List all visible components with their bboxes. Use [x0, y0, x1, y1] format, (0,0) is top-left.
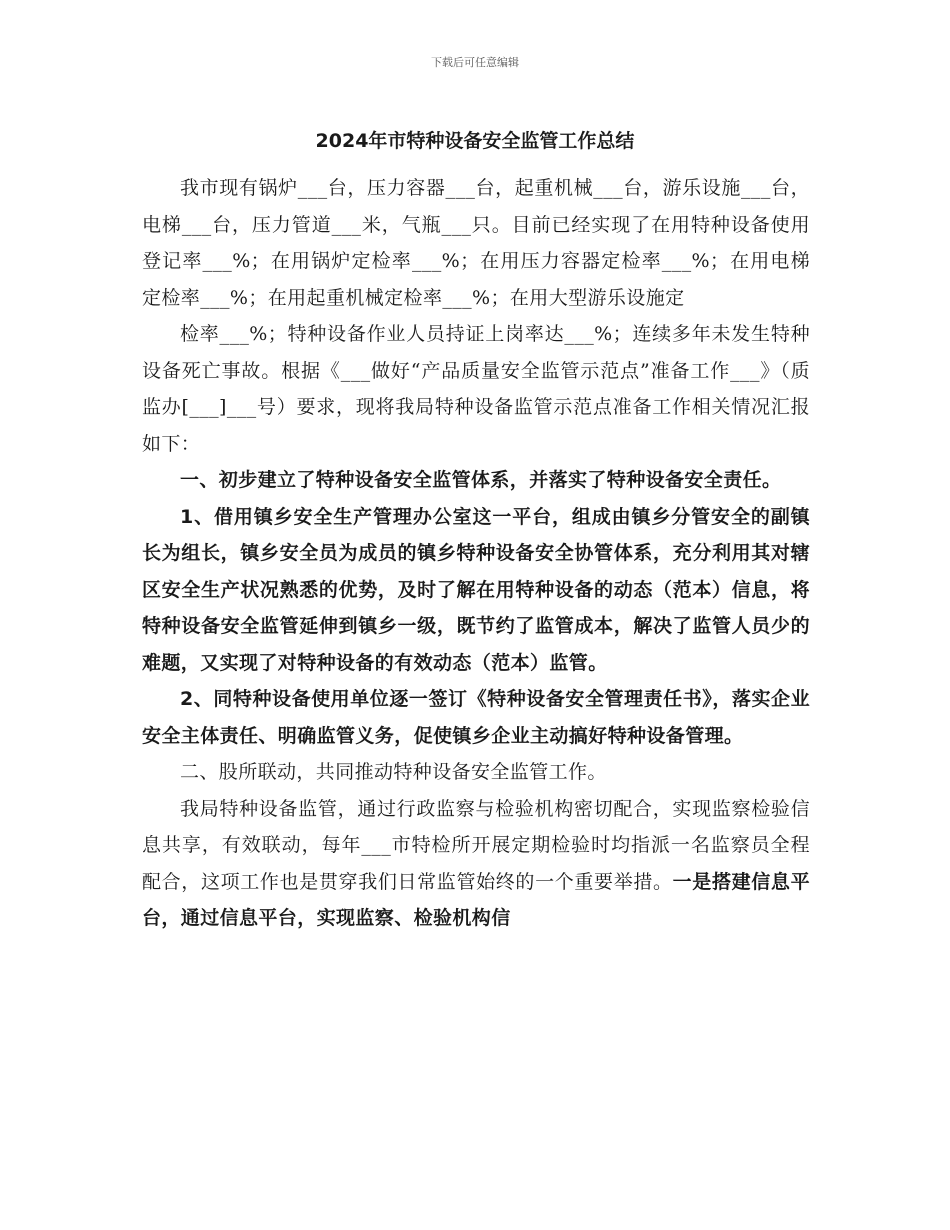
paragraph-item-1: 1、借用镇乡安全生产管理办公室这一平台，组成由镇乡分管安全的副镇长为组长，镇乡安全员为成员的镇乡特种设备安全协管体系，充分利用其对辖区安全生产状况熟悉的优势，及时了解在用特种设备的动态（范本）信息，将特种设备安全监管延伸到镇乡一级，既节约了监管成本，解决了监管人员少的难题，又实现了对特种设备的有效动态（范本）监管。	[142, 505, 810, 674]
paragraph-item-2: 2、同特种设备使用单位逐一签订《特种设备安全管理责任书》，落实企业安全主体责任、明确监管义务，促使镇乡企业主动搞好特种设备管理。	[142, 688, 810, 747]
section-heading-1: 一、初步建立了特种设备安全监管体系，并落实了特种设备安全责任。	[180, 469, 782, 491]
paragraph-linkage-bold: 一是搭建信息平台，通过信息平台，实现监察、检验机构信	[142, 870, 810, 929]
document-title: 2024年市特种设备安全监管工作总结	[315, 130, 635, 152]
paragraph-linkage-text: 我局特种设备监管，通过行政监察与检验机构密切配合，实现监察检验信息共享，有效联动，每年___市特检所开展定期检验时均指派一名监察员全程配合，这项工作也是贯穿我们日常监管始终的一个重要举措。	[142, 797, 810, 893]
section-heading-2: 二、股所联动，共同推动特种设备安全监管工作。	[180, 761, 607, 783]
paragraph-equipment-stats: 我市现有锅炉___台，压力容器___台，起重机械___台，游乐设施___台，电梯___台，压力管道___米，气瓶___只。目前已经实现了在用特种设备使用登记率___%；在用锅炉定检率___%；在用压力容器定检率___%；在用电梯定检率___%；在用起重机械定检率___%；在用大型游乐设施定	[142, 177, 810, 309]
document-body	[142, 170, 810, 937]
paragraph-linkage	[142, 791, 810, 937]
paragraph-inspection-rates: 检率___%；特种设备作业人员持证上岗率达___%；连续多年未发生特种设备死亡事故。根据《___做好“产品质量安全监管示范点”准备工作___》（质监办[___]___号）要求，现将我局特种设备监管示范点准备工作相关情况汇报如下：	[142, 323, 810, 455]
header-note: 下载后可任意编辑	[431, 56, 519, 69]
